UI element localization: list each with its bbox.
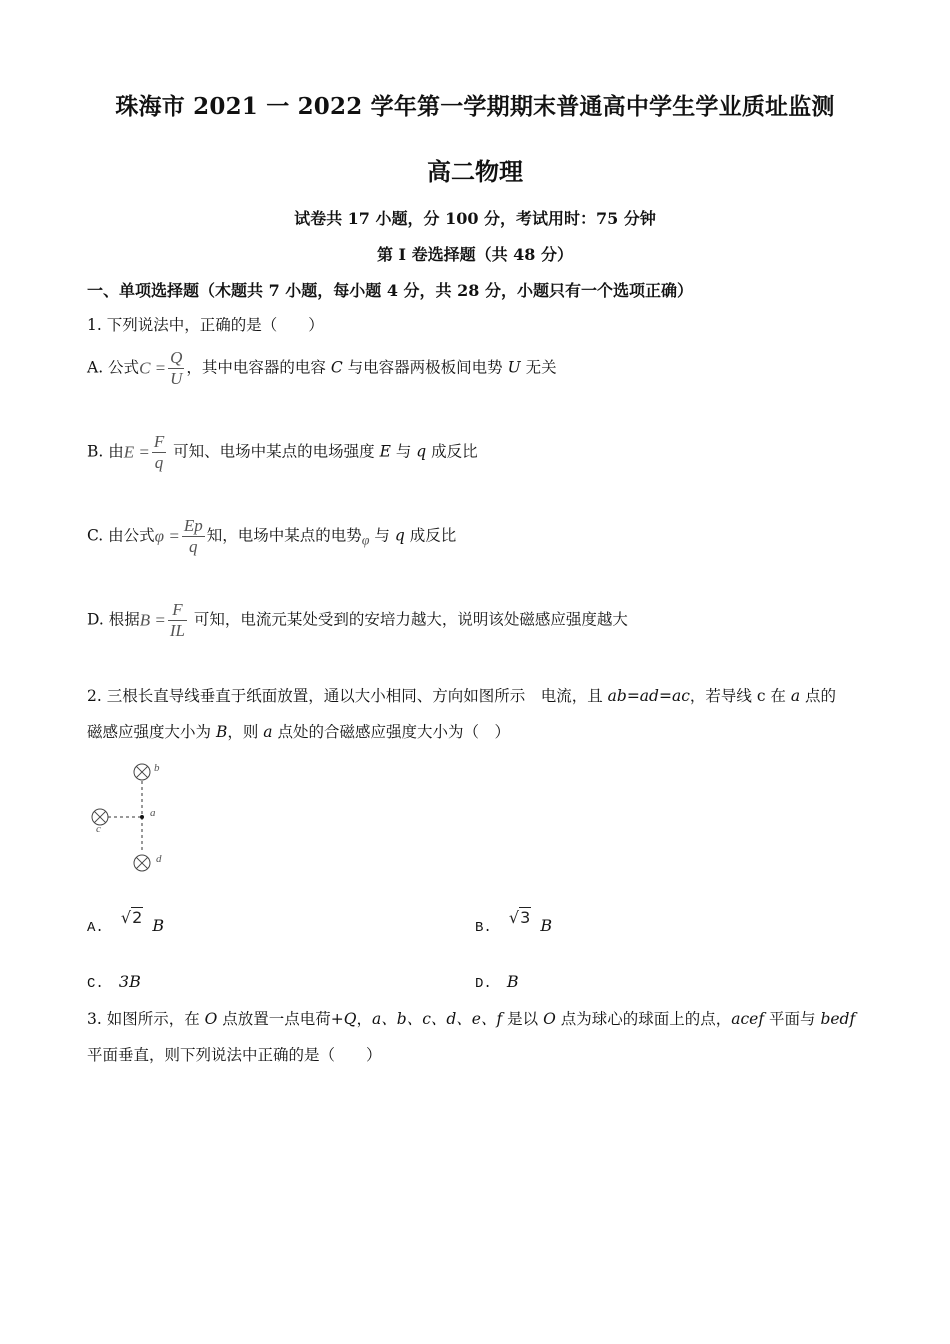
q2-b-label: B. [475,920,492,936]
q2-line2-a: 磁感应强度大小为 [87,723,216,741]
q1-option-a [87,348,557,389]
q2-option-d [475,972,519,992]
q1-c-text3: 成反比 [404,526,457,545]
q3-line1-points: a、b、c、d、e、f [372,1010,503,1028]
q1-a-text3: 无关 [520,358,557,377]
q2-a-label: A. [87,920,104,936]
q2-b-sqrt: √3 [508,908,531,927]
q2-b-var: B [540,916,553,935]
q1-c-var2: q [394,526,405,545]
label-b: b [154,762,160,774]
q1-c-var1: φ [361,533,370,549]
q3-line1-f: 平面与 [764,1010,821,1028]
q1-stem: 1. 下列说法中，正确的是（ ） [87,316,324,334]
q3-line1 [87,1007,855,1029]
part1-heading: 一、单项选择题（木题共 7 小题，每小题 4 分，共 28 分，小题只有一个选项正确） [87,281,693,300]
q1-b-prefix: B. 由 [87,442,124,461]
q2-line2-c: 点处的合磁感应强度大小为（ ） [272,723,510,741]
q3-line1-q: Q [343,1010,357,1028]
q2-c-val: 3B [118,972,141,991]
q2-line1-var: a [790,687,801,705]
q3-line2: 平面垂直，则下列说法中正确的是（ ） [87,1046,382,1064]
q1-d-den: IL [169,621,185,640]
q3-line1-o: O [204,1010,218,1028]
q1-d-prefix: D. 根据 [87,610,140,629]
q2-d-val: B [506,972,519,991]
q1-c-lhs: φ = [154,526,180,546]
q2-d-label: D. [475,976,492,992]
q1-a-prefix: A. 公式 [87,358,140,377]
subject-title: 高二物理 [427,157,523,186]
q2-option-a [87,908,165,936]
q2-a-sqrt: √2 [120,908,143,927]
q1-option-c [87,516,456,557]
q1-a-text1: ，其中电容器的电容 [186,358,331,377]
q1-b-var1: E [379,442,391,461]
label-c: c [96,823,101,835]
q1-c-den: q [189,537,198,556]
q1-a-den: U [170,369,183,388]
q1-a-fraction [168,348,184,389]
wire-d-icon [134,855,150,871]
q2-line1-a: 2. 三根长直导线垂直于纸面放置，通以大小相同、方向如图所示 电流，且 [87,687,608,705]
q2-line2-var2: a [263,723,273,741]
q1-a-lhs: C = [139,358,167,378]
q1-b-text1: 可知、电场中某点的电场强度 [168,442,380,461]
q1-c-fraction [182,516,205,557]
q3-line1-d: 是以 [502,1010,544,1028]
q3-line1-o2: O [543,1010,556,1028]
q1-d-fraction [168,600,187,641]
q1-a-var2: U [507,358,521,377]
q2-line1-b: ，若导线 c 在 [689,687,791,705]
q1-d-text1: 可知，电流元某处受到的安培力越大，说明该处磁感应强度越大 [188,610,628,629]
section-title: 第 I 卷选择题（共 48 分） [376,245,574,264]
label-d: d [156,853,162,865]
q1-b-fraction [152,432,166,473]
q1-b-text3: 成反比 [426,442,478,461]
q1-c-num: Ep [183,516,203,535]
wire-b-icon [134,764,150,780]
q1-b-var2: q [416,442,427,461]
q3-line1-e: 点为球心的球面上的点， [555,1010,732,1028]
q3-line1-bedf: bedf [820,1010,856,1028]
q1-b-den: q [154,453,164,472]
exam-info: 试卷共 17 小题，分 100 分，考试用时：75 分钟 [294,209,656,228]
q2-a-var: B [152,916,165,935]
q2-line2 [87,720,510,742]
q3-line1-c: ， [356,1010,373,1028]
q1-b-num: F [153,432,165,451]
q1-option-d [87,600,628,641]
q1-c-text1: 知，电场中某点的电势 [206,526,362,545]
q3-line1-a: 3. 如图所示，在 [87,1010,205,1028]
q1-option-b [87,432,478,473]
q1-b-lhs: E = [123,442,150,462]
q1-d-lhs: B = [139,610,166,630]
q2-option-b [475,908,553,936]
q2-wire-figure [84,756,184,881]
q2-line2-var1: B [215,723,228,741]
exam-title: 珠海市 2021 一 2022 学年第一学期期末普通高中学生学业质址监测 [115,93,835,120]
q1-c-text2: 与 [369,526,395,545]
q2-a-root: 2 [132,908,143,927]
point-a-dot [140,815,144,819]
q1-b-text2: 与 [390,442,417,461]
q3-line1-acef: acef [731,1010,765,1028]
q2-option-c [87,972,141,992]
q1-a-text2: 与电容器两极板间电势 [342,358,508,377]
q1-d-num: F [168,600,187,621]
q3-line1-b: 点放置一点电荷+ [217,1010,344,1028]
q2-line1 [87,684,836,706]
q2-b-root: 3 [520,908,531,927]
q1-a-num: Q [170,348,183,367]
q1-c-prefix: C. 由公式 [87,526,155,545]
label-a: a [150,807,156,819]
q2-c-label: C. [87,976,104,992]
q2-line1-c: 点的 [800,687,837,705]
q2-line2-b: ，则 [227,723,264,741]
q1-a-var1: C [330,358,343,377]
q2-line1-eq: ab=ad=ac [607,687,690,705]
